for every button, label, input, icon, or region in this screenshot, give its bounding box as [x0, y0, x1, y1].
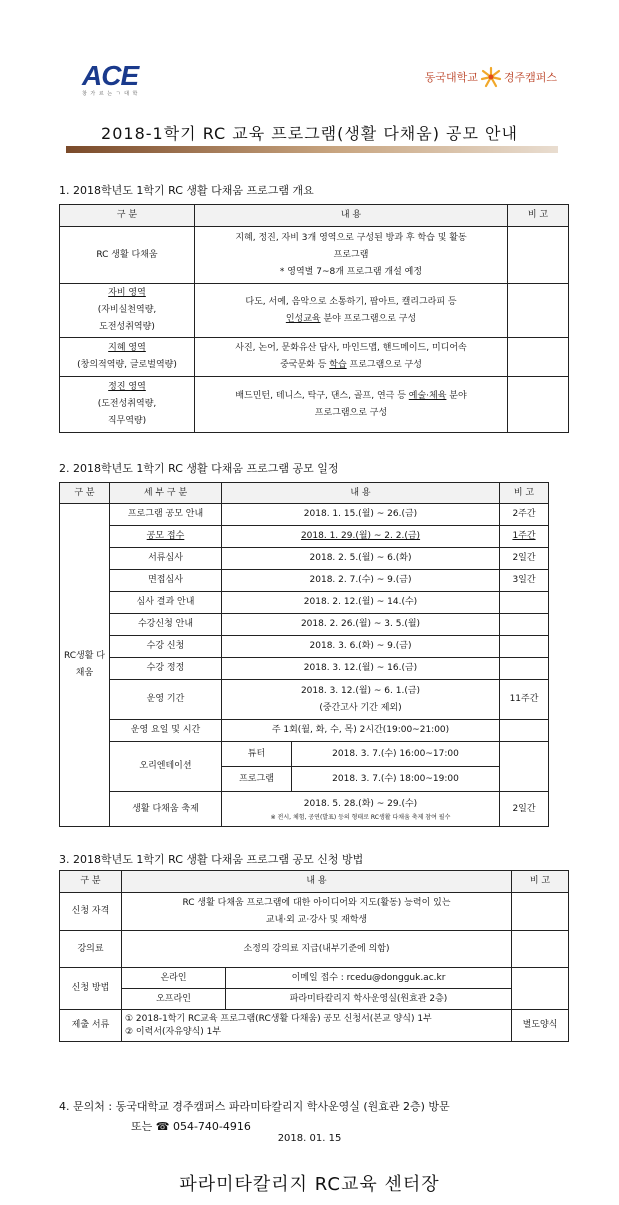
row-note	[508, 338, 569, 377]
method-detail: 파라미타칼리지 학사운영실(원효관 2층)	[226, 989, 512, 1010]
content-line: * 영역별 7~8개 프로그램 개설 예정	[279, 266, 423, 277]
row-content	[195, 338, 508, 377]
schedule-item: 생활 다채움 축제	[110, 792, 222, 827]
schedule-item: 면접심사	[110, 570, 222, 592]
group-label: RC생활 다채움	[60, 504, 110, 827]
category-sub: 직무역량)	[107, 416, 147, 426]
schedule-content: 2018. 3. 6.(화) ~ 9.(금)	[222, 636, 500, 658]
schedule-content: 2018. 1. 15.(월) ~ 26.(금)	[222, 504, 500, 526]
table-row	[60, 284, 569, 338]
schedule-note	[500, 592, 549, 614]
document-item: ② 이력서(자유양식) 1부	[125, 1026, 222, 1037]
orientation-sub-label: 프로그램	[222, 767, 292, 792]
content-line: 2018. 5. 28.(화) ~ 29.(수)	[303, 798, 418, 809]
content-text: 분야 프로그램으로 구성	[320, 313, 417, 324]
method-type: 오프라인	[122, 989, 226, 1010]
schedule-note: 2일간	[500, 792, 549, 827]
page-title: 2018-1학기 RC 교육 프로그램(생활 다채움) 공모 안내	[101, 124, 518, 143]
row-content	[122, 893, 512, 931]
content-line: 다도, 서예, 음악으로 소통하기, 팝아트, 캘리그라피 등	[245, 296, 457, 307]
schedule-content: 2018. 2. 26.(월) ~ 3. 5.(월)	[222, 614, 500, 636]
schedule-item: 수강 신청	[110, 636, 222, 658]
content-text: 배드민턴, 테니스, 탁구, 댄스, 골프, 연극 등	[235, 390, 409, 401]
document-item: ① 2018-1학기 RC교육 프로그램(RC생활 다채움) 공모 신청서(본교 양식) 1부	[125, 1013, 432, 1024]
category-sub: (도전성취역량,	[97, 399, 157, 409]
header-content: 내 용	[122, 871, 512, 893]
row-content	[195, 284, 508, 338]
method-detail: 이메일 접수 : rcedu@dongguk.ac.kr	[226, 968, 512, 989]
table-header-row	[60, 483, 549, 504]
content-line: 2018. 3. 12.(월) ~ 6. 1.(금)	[300, 685, 421, 696]
content-footnote: ※ 전시, 체험, 공연(발표) 등의 형태로 RC생활 다채움 축제 참여 필수	[270, 813, 451, 821]
table-row	[60, 504, 549, 526]
orientation-sub-content: 2018. 3. 7.(수) 16:00~17:00	[292, 742, 500, 767]
header-category: 구 분	[60, 205, 195, 227]
schedule-note: 2일간	[500, 548, 549, 570]
schedule-note: 3일간	[500, 570, 549, 592]
orientation-sub-label: 튜터	[222, 742, 292, 767]
ace-logo-subtext: 창 가 르 는 ㄱ 대 학	[82, 91, 139, 97]
section3-table	[59, 870, 569, 1042]
row-category: RC 생활 다채움	[60, 227, 195, 284]
schedule-content	[222, 680, 500, 720]
table-row	[60, 968, 569, 989]
content-emphasis: 학습	[329, 360, 347, 370]
orientation-sub-content: 2018. 3. 7.(수) 18:00~19:00	[292, 767, 500, 792]
content-line	[198, 357, 504, 374]
header-content: 내 용	[195, 205, 508, 227]
schedule-content: 2018. 2. 12.(월) ~ 14.(수)	[222, 592, 500, 614]
contact-phone: 또는 ☎ 054-740-4916	[131, 1120, 251, 1133]
schedule-note	[500, 658, 549, 680]
category-title: 자비 영역	[108, 288, 146, 298]
content-line: 프로그램으로 구성	[314, 407, 388, 418]
content-emphasis: 인성교육	[285, 313, 321, 324]
header-content: 내 용	[222, 483, 500, 504]
content-text: 분야	[446, 390, 467, 401]
row-label: 제출 서류	[60, 1010, 122, 1042]
row-category	[60, 377, 195, 433]
table-row	[60, 614, 549, 636]
row-category	[60, 284, 195, 338]
row-note	[512, 968, 569, 1010]
row-note	[512, 893, 569, 931]
table-row	[60, 636, 549, 658]
header-note: 비 고	[508, 205, 569, 227]
campus-name: 경주캠퍼스	[503, 71, 557, 84]
row-label: 강의료	[60, 931, 122, 968]
method-type: 온라인	[122, 968, 226, 989]
header-subcategory: 세 부 구 분	[110, 483, 222, 504]
category-title: 정진 영역	[108, 382, 146, 392]
table-row	[60, 931, 569, 968]
schedule-note	[500, 742, 549, 792]
table-row	[60, 338, 569, 377]
content-line: 사진, 논어, 문화유산 답사, 마인드맵, 핸드메이드, 미디어속	[235, 343, 467, 353]
table-row	[60, 893, 569, 931]
category-sub: 도전성취역량)	[99, 322, 155, 332]
section2-heading: 2. 2018학년도 1학기 RC 생활 다채움 프로그램 공모 일정	[59, 462, 339, 475]
section1-heading: 1. 2018학년도 1학기 RC 생활 다채움 프로그램 개요	[59, 184, 314, 197]
schedule-note: 1주간	[500, 526, 549, 548]
table-row	[60, 377, 569, 433]
schedule-item: 심사 결과 안내	[110, 592, 222, 614]
row-note	[508, 377, 569, 433]
schedule-content: 2018. 3. 12.(월) ~ 16.(금)	[222, 658, 500, 680]
table-row	[60, 592, 549, 614]
university-emblem-icon	[480, 66, 502, 88]
table-row	[60, 989, 569, 1010]
header-note: 비 고	[500, 483, 549, 504]
section2-table	[59, 482, 549, 827]
schedule-note: 11주간	[500, 680, 549, 720]
schedule-content	[222, 792, 500, 827]
row-note	[508, 284, 569, 338]
row-note	[512, 931, 569, 968]
content-text: 중국문화 등	[280, 360, 330, 370]
table-row	[60, 742, 549, 767]
header-note: 비 고	[512, 871, 569, 893]
header-category: 구 분	[60, 483, 110, 504]
schedule-note	[500, 720, 549, 742]
row-content	[195, 227, 508, 284]
title-divider	[66, 146, 558, 153]
signature: 파라미타칼리지 RC교육 센터장	[179, 1174, 440, 1195]
schedule-item: 오리엔테이션	[110, 742, 222, 792]
content-line: 프로그램	[333, 249, 369, 260]
table-header-row	[60, 871, 569, 893]
row-content	[122, 1010, 512, 1042]
contact-info	[59, 1097, 450, 1137]
content-line: 지혜, 정진, 자비 3개 영역으로 구성된 방과 후 학습 및 활동	[235, 232, 467, 243]
row-note: 별도양식	[512, 1010, 569, 1042]
schedule-item: 공모 접수	[110, 526, 222, 548]
ace-logo	[82, 62, 148, 100]
content-line	[198, 311, 504, 328]
table-row	[60, 658, 549, 680]
schedule-content: 2018. 2. 5.(월) ~ 6.(화)	[222, 548, 500, 570]
schedule-item: 수강 정정	[110, 658, 222, 680]
schedule-note: 2주간	[500, 504, 549, 526]
table-header-row	[60, 205, 569, 227]
ace-logo-text: ACE	[82, 60, 139, 91]
issue-date: 2018. 01. 15	[277, 1133, 342, 1144]
content-text: 프로그램으로 구성	[346, 360, 422, 370]
row-label: 신청 방법	[60, 968, 122, 1010]
table-row	[60, 548, 549, 570]
schedule-item: 운영 기간	[110, 680, 222, 720]
content-line: RC 생활 다채움 프로그램에 대한 아이디어와 지도(활동) 능력이 있는	[182, 897, 451, 908]
schedule-note	[500, 614, 549, 636]
content-emphasis: 예술·체육	[408, 390, 447, 401]
schedule-item: 수강신청 안내	[110, 614, 222, 636]
contact-line: 4. 문의처 : 동국대학교 경주캠퍼스 파라미타칼리지 학사운영실 (원효관 2층) 방문	[59, 1100, 450, 1113]
content-line	[198, 388, 504, 405]
table-row	[60, 680, 549, 720]
row-label: 신청 자격	[60, 893, 122, 931]
university-name: 동국대학교	[424, 71, 478, 84]
category-sub: (자비실천역량,	[97, 305, 157, 315]
category-sub: (창의적역량, 글로벌역량)	[77, 360, 177, 370]
table-row	[60, 227, 569, 284]
table-row	[60, 570, 549, 592]
category-title: 지혜 영역	[108, 343, 146, 353]
content-line: 교내·외 교·강사 및 재학생	[265, 914, 368, 925]
row-category	[60, 338, 195, 377]
schedule-note	[500, 636, 549, 658]
section1-table	[59, 204, 569, 433]
table-row	[60, 526, 549, 548]
schedule-item: 서류심사	[110, 548, 222, 570]
section3-heading: 3. 2018학년도 1학기 RC 생활 다채움 프로그램 공모 신청 방법	[59, 853, 364, 866]
table-row	[60, 1010, 569, 1042]
row-content	[195, 377, 508, 433]
schedule-content: 주 1회(월, 화, 수, 목) 2시간(19:00~21:00)	[222, 720, 500, 742]
table-row	[60, 792, 549, 827]
header-category: 구 분	[60, 871, 122, 893]
row-content: 소정의 강의료 지급(내부기준에 의함)	[122, 931, 512, 968]
schedule-item: 운영 요일 및 시간	[110, 720, 222, 742]
row-note	[508, 227, 569, 284]
schedule-content: 2018. 2. 7.(수) ~ 9.(금)	[222, 570, 500, 592]
table-row	[60, 720, 549, 742]
content-line: (중간고사 기간 제외)	[319, 702, 402, 713]
schedule-item: 프로그램 공모 안내	[110, 504, 222, 526]
schedule-content: 2018. 1. 29.(월) ~ 2. 2.(금)	[222, 526, 500, 548]
university-logo	[425, 66, 557, 88]
